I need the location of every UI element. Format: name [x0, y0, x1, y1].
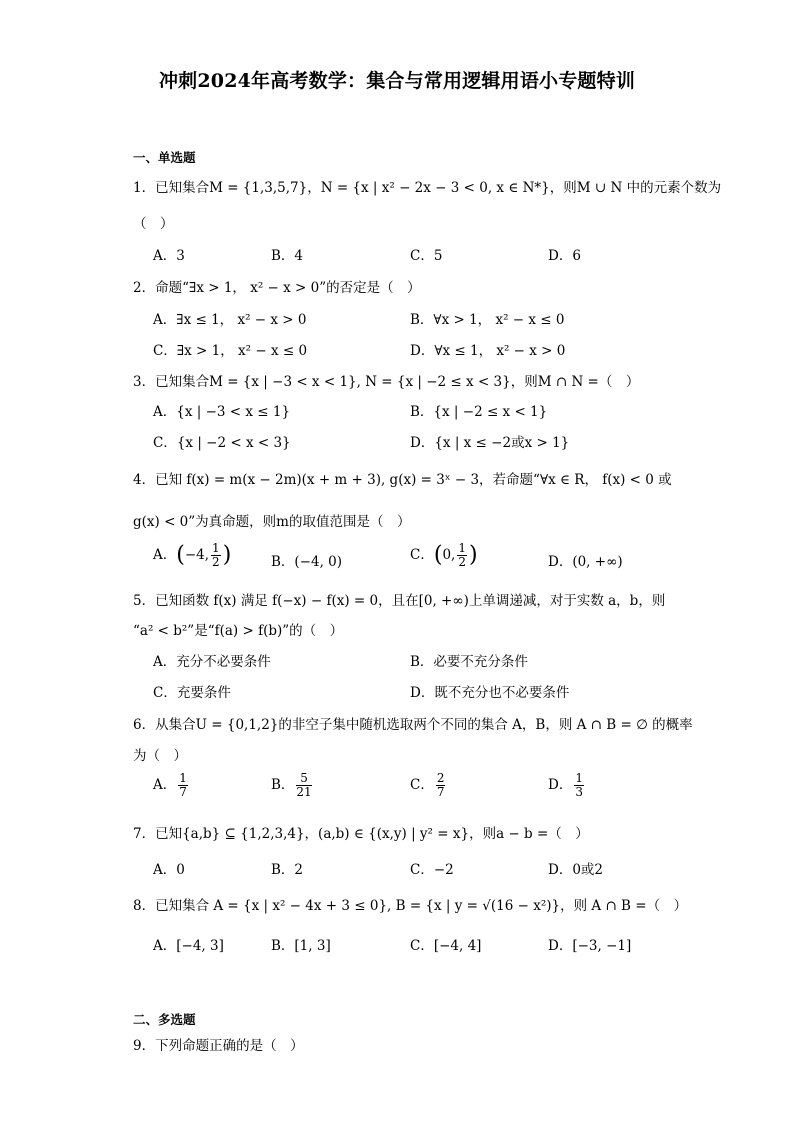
option-d: D．(0, +∞) [548, 554, 623, 570]
numerator: 2 [436, 771, 445, 785]
option-label: C． [410, 777, 434, 793]
question-4-stem-cont: g(x) < 0”为真命题，则m的取值范围是（ ） [133, 514, 411, 530]
option-c [410, 772, 447, 799]
option-b [271, 772, 314, 799]
interval-left: 0, [442, 547, 456, 563]
option-label: A． [153, 777, 177, 793]
option-b: B．[1, 3] [271, 938, 331, 954]
denominator: 2 [212, 555, 220, 569]
denominator: 7 [179, 785, 187, 799]
fraction [178, 772, 188, 799]
denominator: 7 [436, 785, 445, 799]
option-c: C．−2 [410, 862, 454, 878]
question-4-stem: 4．已知 f(x) = m(x − 2m)(x + m + 3), g(x) = 3ˣ − 3，若命题“∀x ∈ R， f(x) < 0 或 [133, 472, 672, 488]
question-3-stem: 3．已知集合M = {x | −3 < x < 1}, N = {x | −2 ≤ x < 3}，则M ∩ N =（ ） [133, 374, 640, 390]
fraction [211, 542, 221, 569]
option-label: C． [410, 547, 434, 563]
option-b: B．{x | −2 ≤ x < 1} [410, 404, 548, 420]
numerator: 1 [458, 541, 466, 555]
numerator: 1 [575, 771, 583, 785]
option-c [410, 542, 478, 569]
option-b: B．∀x > 1， x² − x ≤ 0 [410, 312, 565, 328]
option-c: C．充要条件 [153, 685, 231, 701]
option-d: D．[−3, −1] [548, 938, 632, 954]
option-b: B．(−4, 0) [271, 554, 343, 570]
option-label: D． [548, 777, 573, 793]
option-c: C．[−4, 4] [410, 938, 482, 954]
option-d: D．{x | x ≤ −2或x > 1} [410, 435, 570, 451]
option-b: B．2 [271, 862, 304, 878]
question-1-stem: 1．已知集合M = {1,3,5,7}，N = {x | x² − 2x − 3 < 0, x ∈ N*}，则M ∪ N 中的元素个数为 [133, 180, 722, 196]
option-d: D．0或2 [548, 862, 604, 878]
question-5-stem-cont: “a² < b²”是“f(a) > f(b)”的（ ） [133, 623, 344, 639]
numerator: 1 [212, 541, 220, 555]
option-a: A．充分不必要条件 [153, 654, 271, 670]
page-title: 冲刺2024年高考数学：集合与常用逻辑用语小专题特训 [158, 70, 636, 92]
section-heading-multi-choice: 二、多选题 [133, 1012, 196, 1027]
option-d: D．∀x ≤ 1， x² − x > 0 [410, 343, 566, 359]
section-heading-single-choice: 一、单选题 [133, 150, 196, 165]
denominator: 2 [458, 555, 466, 569]
option-a [153, 542, 231, 569]
question-8-stem: 8．已知集合 A = {x | x² − 4x + 3 ≤ 0}, B = {x | y = √(16 − x²)}，则 A ∩ B =（ ） [133, 898, 688, 914]
option-label: A． [153, 547, 177, 563]
option-d: D．既不充分也不必要条件 [410, 685, 570, 701]
question-9-stem: 9．下列命题正确的是（ ） [133, 1038, 304, 1054]
interval-left: −4, [184, 547, 210, 563]
option-d: D．6 [548, 248, 581, 264]
option-label: B． [271, 777, 295, 793]
question-2-stem: 2．命题“∃x > 1， x² − x > 0”的否定是（ ） [133, 280, 421, 296]
option-b: B．4 [271, 248, 304, 264]
paren-open: ( [176, 542, 185, 568]
denominator: 3 [575, 785, 583, 799]
question-6-stem-cont: 为（ ） [133, 748, 187, 764]
numerator: 5 [296, 772, 311, 786]
option-a: A．∃x ≤ 1， x² − x > 0 [153, 312, 307, 328]
fraction [457, 542, 467, 569]
fraction [296, 772, 311, 799]
paren-close: ) [468, 542, 478, 568]
option-a: A．3 [153, 248, 185, 264]
option-d [548, 772, 586, 799]
paren-open: ( [433, 542, 443, 568]
option-a: A．{x | −3 < x ≤ 1} [153, 404, 291, 420]
question-5-stem: 5．已知函数 f(x) 满足 f(−x) − f(x) = 0，且在[0, +∞)上单调递减，对于实数 a，b，则 [133, 593, 666, 609]
fraction [436, 772, 446, 799]
option-b: B．必要不充分条件 [410, 654, 528, 670]
option-c: C．∃x > 1， x² − x ≤ 0 [153, 343, 308, 359]
option-a: A．0 [153, 862, 185, 878]
question-7-stem: 7．已知{a,b} ⊆ {1,2,3,4}，(a,b) ∈ {(x,y) | y² = x}，则a − b =（ ） [133, 826, 589, 842]
option-a [153, 772, 190, 799]
option-c: C．5 [410, 248, 443, 264]
fraction [574, 772, 584, 799]
numerator: 1 [179, 771, 187, 785]
denominator: 21 [296, 785, 312, 799]
paren-close: ) [222, 542, 232, 568]
question-1-stem-cont: （ ） [133, 216, 174, 232]
question-6-stem: 6．从集合U = {0,1,2}的非空子集中随机选取两个不同的集合 A，B，则 A ∩ B = ∅ 的概率 [133, 717, 693, 733]
option-c: C．{x | −2 < x < 3} [153, 435, 291, 451]
option-a: A．[−4, 3] [153, 938, 224, 954]
